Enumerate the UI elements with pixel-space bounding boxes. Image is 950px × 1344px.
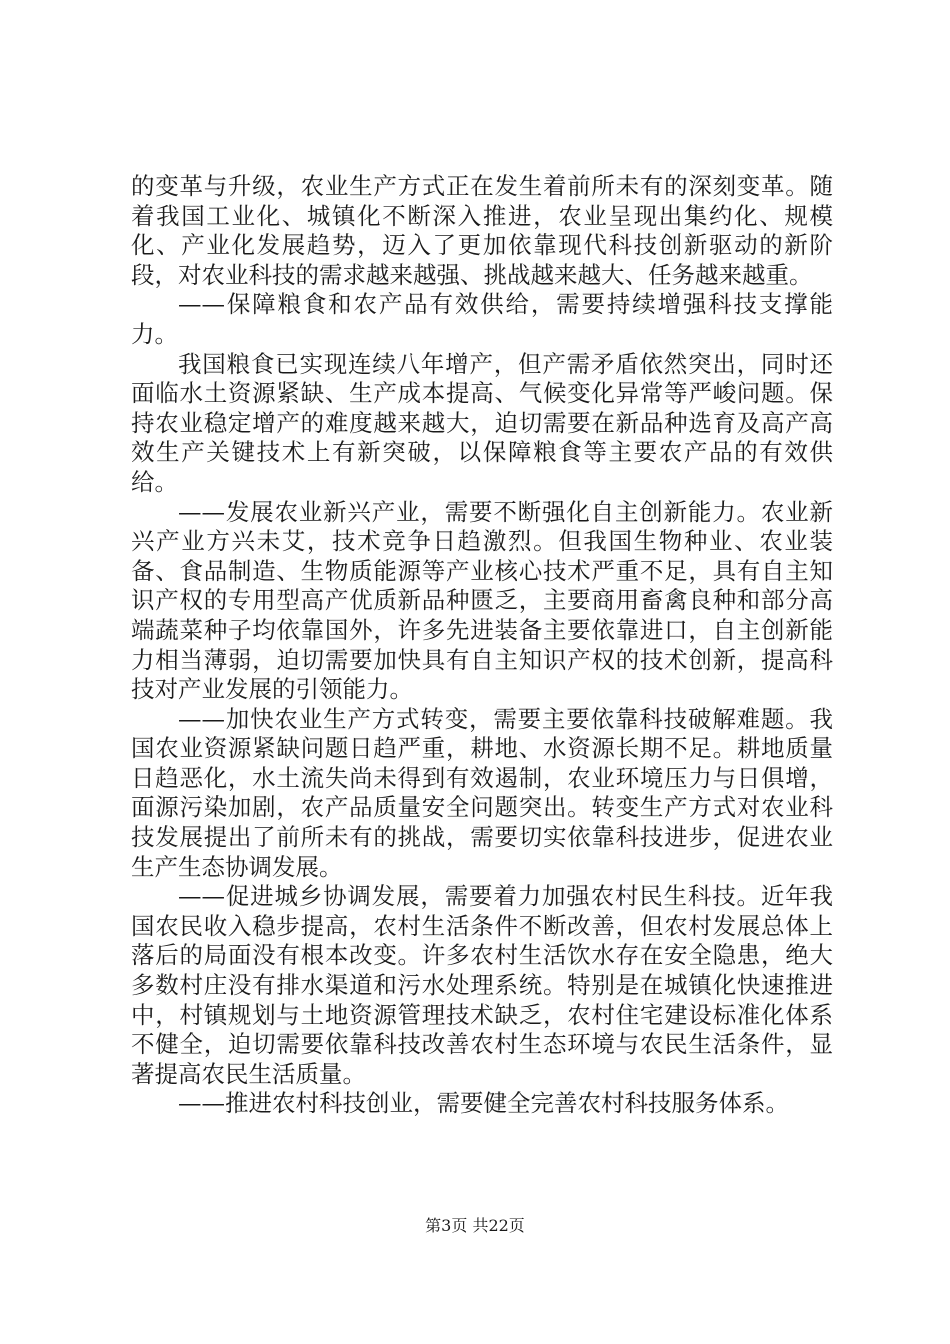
paragraph: ——促进城乡协调发展，需要着力加强农村民生科技。近年我国农民收入稳步提高，农村生活条件不断改善，但农村发展总体上落后的局面没有根本改变。许多农村生活饮水存在安全隐患，绝大多数村庄没有排水渠道和污水处理系统。特别是在城镇化快速推进中，村镇规划与土地资源管理技术缺乏，农村住宅建设标准化体系不健全，迫切需要依靠科技改善农村生态环境与农民生活条件，显著提高农民生活质量。 <box>131 882 833 1088</box>
body-text <box>131 172 833 1119</box>
paragraph: ——发展农业新兴产业，需要不断强化自主创新能力。农业新兴产业方兴未艾，技术竞争日趋激烈。但我国生物种业、农业装备、食品制造、生物质能源等产业核心技术严重不足，具有自主知识产权的专用型高产优质新品种匮乏，主要商用畜禽良种和部分高端蔬菜种子均依靠国外，许多先进装备主要依靠进口，自主创新能力相当薄弱，迫切需要加快具有自主知识产权的技术创新，提高科技对产业发展的引领能力。 <box>131 497 833 704</box>
paragraph: 我国粮食已实现连续八年增产，但产需矛盾依然突出，同时还面临水土资源紧缺、生产成本提高、气候变化异常等严峻问题。保持农业稳定增产的难度越来越大，迫切需要在新品种选育及高产高效生产关键技术上有新突破，以保障粮食等主要农产品的有效供给。 <box>131 349 833 496</box>
paragraph: ——保障粮食和农产品有效供给，需要持续增强科技支撑能力。 <box>131 290 833 348</box>
paragraph: 的变革与升级，农业生产方式正在发生着前所未有的深刻变革。随着我国工业化、城镇化不断深入推进，农业呈现出集约化、规模化、产业化发展趋势，迈入了更加依靠现代科技创新驱动的新阶段，对农业科技的需求越来越强、挑战越来越大、任务越来越重。 <box>131 172 833 289</box>
paragraph: ——加快农业生产方式转变，需要主要依靠科技破解难题。我国农业资源紧缺问题日趋严重，耕地、水资源长期不足。耕地质量日趋恶化，水土流失尚未得到有效遏制，农业环境压力与日俱增，面源污染加剧，农产品质量安全问题突出。转变生产方式对农业科技发展提出了前所未有的挑战，需要切实依靠科技进步，促进农业生产生态协调发展。 <box>131 704 833 881</box>
paragraph: ——推进农村科技创业，需要健全完善农村科技服务体系。 <box>178 1089 789 1118</box>
page-footer: 第3页 共22页 <box>425 1216 525 1235</box>
